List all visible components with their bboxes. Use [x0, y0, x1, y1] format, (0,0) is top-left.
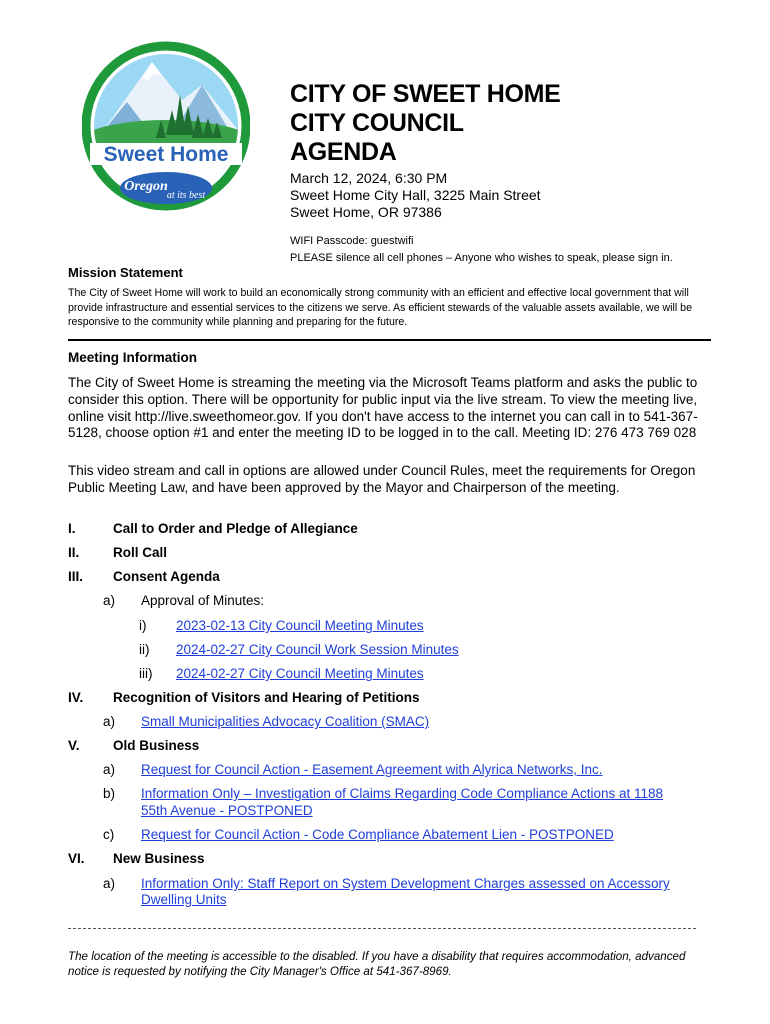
section-5-number: V. — [68, 738, 80, 753]
accessibility-notice: The location of the meeting is accessible to the disabled. If you have a disability that requires accommodation, advanced notice is requested by notifying the City Manager's Office at 541-367-8969. — [68, 950, 686, 978]
abatement-lien-link[interactable]: Request for Council Action - Code Compliance Abatement Lien - POSTPONED — [141, 827, 614, 842]
item-3a-letter: a) — [103, 593, 116, 608]
divider — [68, 339, 711, 341]
code-compliance-investigation-link-line2[interactable]: 55th Avenue - POSTPONED — [141, 803, 313, 818]
sub-item-iii-number: iii) — [139, 666, 153, 681]
sdc-staff-report-link-line1[interactable]: Information Only: Staff Report on System Development Charges assessed on Accessory — [141, 876, 670, 891]
footer-divider — [68, 928, 696, 929]
section-2-title: Roll Call — [113, 545, 168, 560]
section-5-title: Old Business — [113, 738, 200, 753]
section-3-number: III. — [68, 569, 84, 584]
city-logo-graphic — [82, 40, 250, 220]
item-5c-letter: c) — [103, 827, 115, 842]
address-line-1: Sweet Home City Hall, 3225 Main Street — [290, 187, 541, 203]
smac-link[interactable]: Small Municipalities Advocacy Coalition (SMAC) — [141, 714, 430, 729]
wifi-passcode: WIFI Passcode: guestwifi — [290, 235, 414, 247]
minutes-link-2024-02-27[interactable]: 2024-02-27 City Council Meeting Minutes — [176, 666, 424, 681]
section-6-number: VI. — [68, 851, 85, 866]
address-line-2: Sweet Home, OR 97386 — [290, 204, 442, 220]
sub-item-i-number: i) — [139, 618, 147, 633]
section-4-number: IV. — [68, 690, 84, 705]
logo-name: Sweet Home — [103, 143, 229, 166]
title-line-2: CITY COUNCIL — [290, 109, 464, 137]
section-4-title: Recognition of Visitors and Hearing of Petitions — [113, 690, 420, 705]
section-6-title: New Business — [113, 851, 205, 866]
item-5b-letter: b) — [103, 786, 116, 801]
mission-text: The City of Sweet Home will work to build an economically strong community with an efficient and effective local government that will provide infrastructure and essential services to the citizens we serve. As efficient stewards of the valuable assets available, we will be responsive to the community while planning and preparing for the future. — [68, 287, 692, 328]
section-1-number: I. — [68, 521, 76, 536]
code-compliance-investigation-link-line1[interactable]: Information Only – Investigation of Claims Regarding Code Compliance Actions at 1188 — [141, 786, 664, 801]
meeting-info-paragraph-1: The City of Sweet Home is streaming the meeting via the Microsoft Teams platform and asks the public to consider this option. There will be opportunity for public input via the live stream. To view the meeting live, online visit http://live.sweethomeor.gov. If you don't have access to the internet you can call in to 541-367-5128, choose option #1 and enter the meeting ID to be logged in to the call. Meeting ID: 276 473 769 028 — [68, 375, 698, 441]
sdc-staff-report-link-line2[interactable]: Dwelling Units — [141, 892, 227, 907]
work-session-minutes-link[interactable]: 2024-02-27 City Council Work Session Minutes — [176, 642, 459, 657]
item-5a-letter: a) — [103, 762, 116, 777]
section-3-title: Consent Agenda — [113, 569, 220, 584]
mission-title: Mission Statement — [68, 265, 183, 280]
meeting-info-paragraph-2: This video stream and call in options are allowed under Council Rules, meet the requirements for Oregon Public Meeting Law, and have been approved by the Mayor and Chairperson of the meeting. — [68, 463, 696, 495]
item-4a-letter: a) — [103, 714, 116, 729]
city-logo — [82, 40, 250, 220]
title-line-3: AGENDA — [290, 138, 397, 166]
sub-item-ii-number: ii) — [139, 642, 150, 657]
item-3a-text: Approval of Minutes: — [141, 593, 265, 608]
minutes-link-2023-02-13[interactable]: 2023-02-13 City Council Meeting Minutes — [176, 618, 424, 633]
section-1-title: Call to Order and Pledge of Allegiance — [113, 521, 358, 536]
meeting-date: March 12, 2024, 6:30 PM — [290, 170, 448, 186]
title-line-1: CITY OF SWEET HOME — [290, 80, 561, 108]
meeting-info-title: Meeting Information — [68, 350, 197, 365]
easement-agreement-link[interactable]: Request for Council Action - Easement Agreement with Alyrica Networks, Inc. — [141, 762, 603, 777]
section-2-number: II. — [68, 545, 80, 560]
phone-notice: PLEASE silence all cell phones – Anyone who wishes to speak, please sign in. — [290, 252, 673, 264]
logo-tagline: Oregon — [124, 179, 168, 194]
logo-tagline2: at its best — [166, 190, 206, 201]
item-6a-letter: a) — [103, 876, 116, 891]
